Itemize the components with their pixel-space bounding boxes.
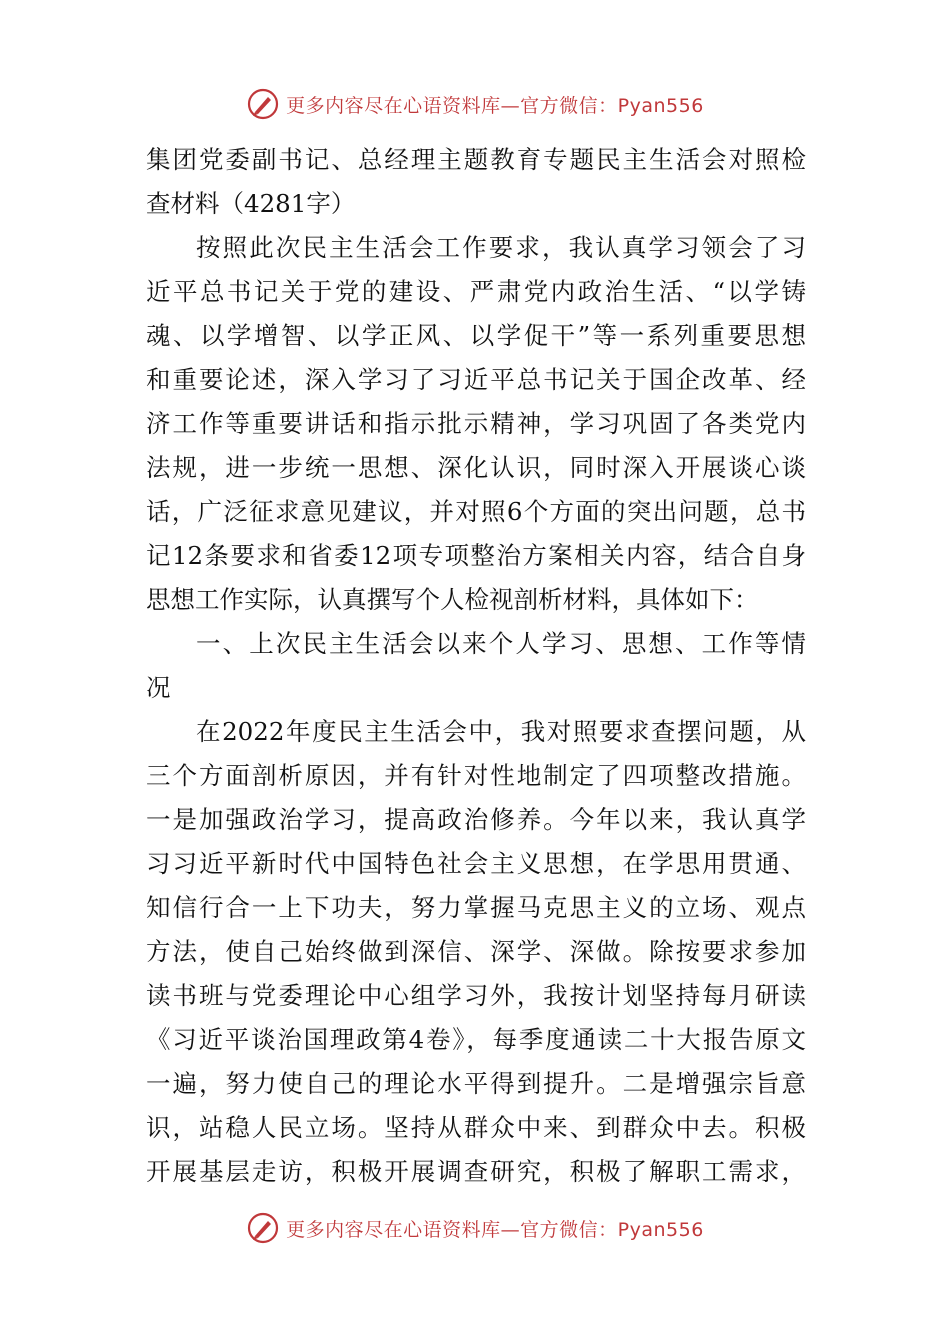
text-line: 方法，使自己始终做到深信、深学、深做。除按要求参加 (146, 937, 806, 966)
text-line: 思想工作实际，认真撰写个人检视剖析材料，具体如下： (146, 585, 759, 614)
heading-line: 一、上次民主生活会以来个人学习、思想、工作等情 (196, 629, 806, 658)
text-line: 济工作等重要讲话和指示批示精神，学习巩固了各类党内 (146, 409, 806, 438)
text-line: 魂、以学增智、以学正风、以学促干”等一系列重要思想 (146, 321, 806, 350)
text-line: 近平总书记关于党的建设、严肃党内政治生活、“以学铸 (146, 277, 806, 306)
text-line: 习习近平新时代中国特色社会主义思想，在学思用贯通、 (146, 849, 806, 878)
text-line: 一是加强政治学习，提高政治修养。今年以来，我认真学 (146, 805, 806, 834)
document-body (146, 138, 806, 1194)
title-line: 集团党委副书记、总经理主题教育专题民主生活会对照检 (146, 145, 806, 174)
text-line: 法规，进一步统一思想、深化认识，同时深入开展谈心谈 (146, 453, 806, 482)
pen-logo-icon (246, 1211, 280, 1245)
watermark-header (0, 84, 950, 124)
text-line: 开展基层走访，积极开展调查研究，积极了解职工需求， (146, 1157, 806, 1186)
text-line: 三个方面剖析原因，并有针对性地制定了四项整改措施。 (146, 761, 806, 790)
watermark-footer (0, 1208, 950, 1248)
text-line: 知信行合一上下功夫，努力掌握马克思主义的立场、观点 (146, 893, 806, 922)
text-line: 和重要论述，深入学习了习近平总书记关于国企改革、经 (146, 365, 806, 394)
text-line: 记12条要求和省委12项专项整治方案相关内容，结合自身 (146, 541, 806, 570)
watermark-text: 更多内容尽在心语资料库—官方微信：Pyan556 (286, 94, 704, 117)
paragraph-review (146, 710, 806, 1194)
text-line: 一遍，努力使自己的理论水平得到提升。二是增强宗旨意 (146, 1069, 806, 1098)
watermark-text: 更多内容尽在心语资料库—官方微信：Pyan556 (286, 1218, 704, 1241)
text-line: 识，站稳人民立场。坚持从群众中来、到群众中去。积极 (146, 1113, 806, 1142)
pen-logo-icon (246, 87, 280, 121)
document-title (146, 138, 806, 226)
section-heading-1 (146, 622, 806, 710)
title-line: 查材料（4281字） (146, 189, 356, 218)
text-line: 按照此次民主生活会工作要求，我认真学习领会了习 (196, 233, 806, 262)
heading-line: 况 (146, 673, 171, 702)
text-line: 读书班与党委理论中心组学习外，我按计划坚持每月研读 (146, 981, 806, 1010)
text-line: 《习近平谈治国理政第4卷》，每季度通读二十大报告原文 (146, 1025, 806, 1054)
text-line: 在2022年度民主生活会中，我对照要求查摆问题，从 (196, 717, 806, 746)
text-line: 话，广泛征求意见建议，并对照6个方面的突出问题，总书 (146, 497, 806, 526)
paragraph-intro (146, 226, 806, 622)
